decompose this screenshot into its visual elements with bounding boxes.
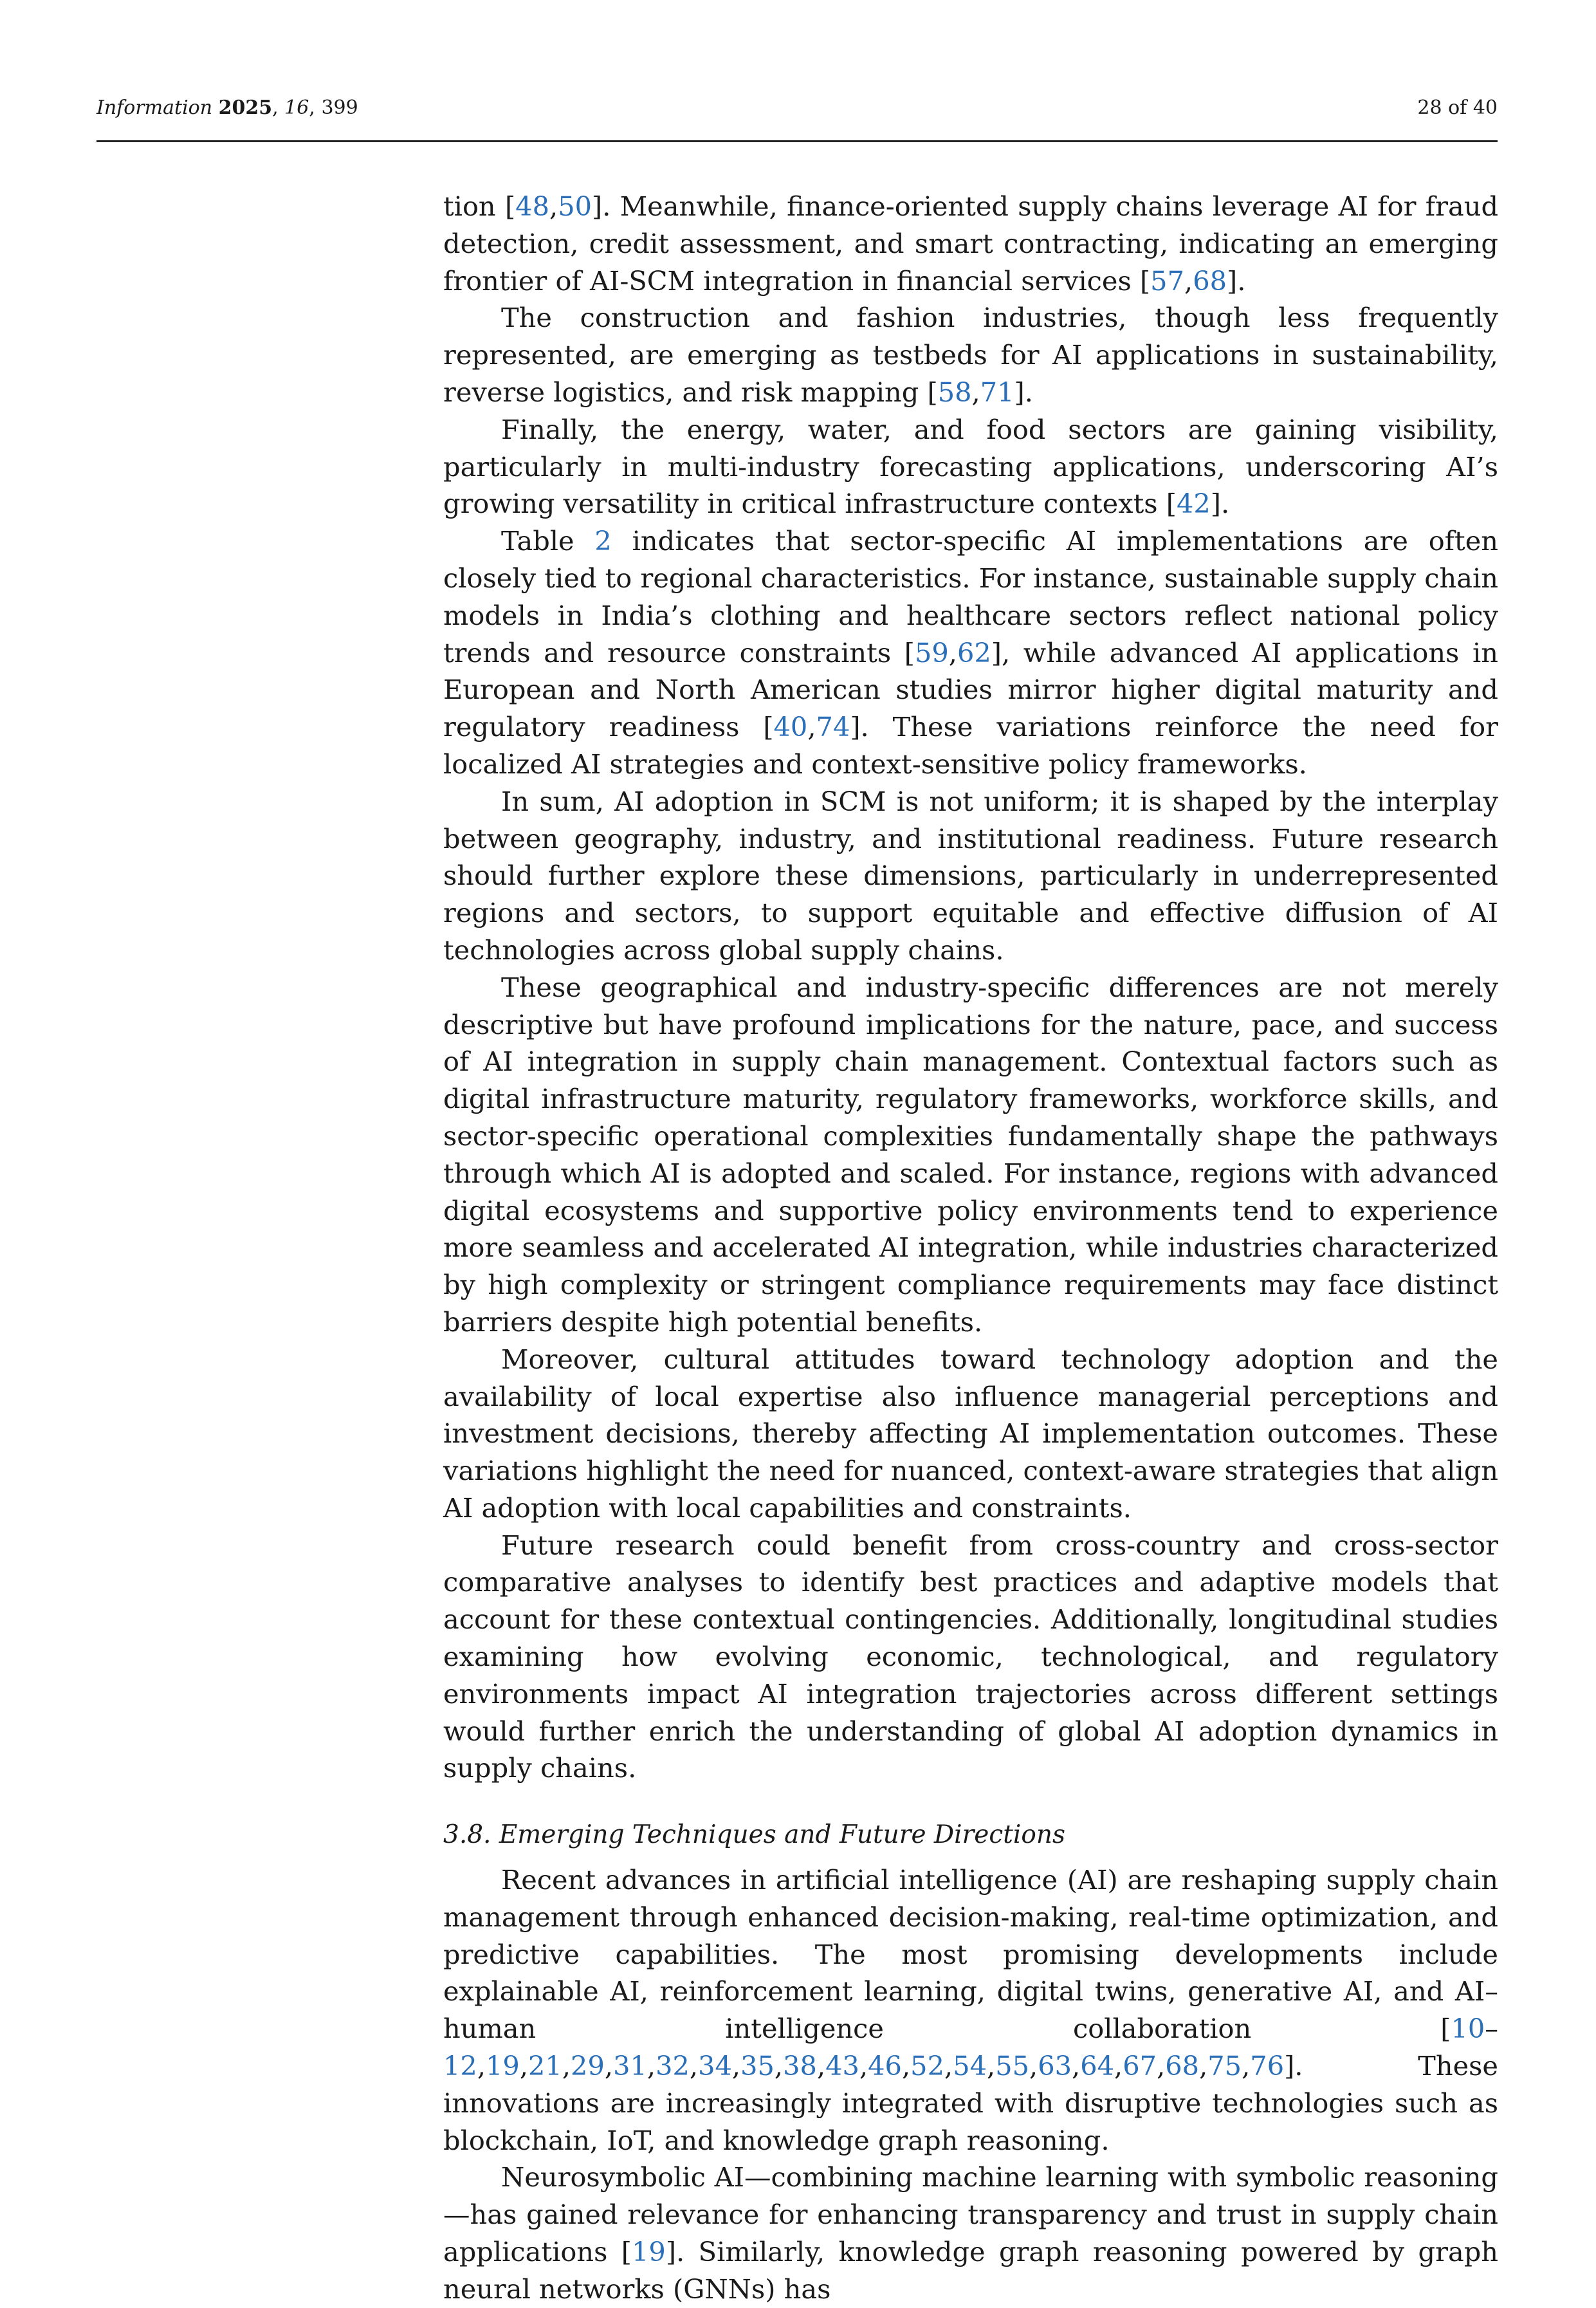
- paragraph-text: ].: [1210, 488, 1230, 520]
- paragraph: [443, 522, 1498, 783]
- paragraph-text: ,: [519, 2050, 529, 2082]
- citation-link[interactable]: 35: [740, 2050, 775, 2082]
- paragraph-text: ].: [1227, 264, 1246, 297]
- paragraph-text: tion [: [443, 190, 516, 222]
- citation-link[interactable]: 32: [656, 2050, 690, 2082]
- paragraph-text: ].: [1014, 376, 1033, 408]
- paragraph-text: ,: [944, 2050, 953, 2082]
- citation-link[interactable]: 55: [995, 2050, 1030, 2082]
- paragraph: [443, 2159, 1498, 2307]
- paragraph-text: ]. Meanwhile, finance-oriented supply chains leverage AI for fraud detection, credit assessment, and smart contracting, indicating an emerging frontier of AI-SCM integration in financial services [: [443, 190, 1499, 297]
- paragraph-text: ,: [549, 190, 558, 222]
- citation-link[interactable]: 76: [1250, 2050, 1285, 2082]
- citation-link[interactable]: 34: [698, 2050, 732, 2082]
- paragraph: [443, 188, 1498, 299]
- citation-link[interactable]: 46: [868, 2050, 902, 2082]
- paragraph-text: ,: [562, 2050, 571, 2082]
- paragraph-text: Finally, the energy, water, and food sectors are gaining visibility, particularly in multi-industry forecasting applications, underscoring AI’s growing versatility in critical infrastructure contexts [: [443, 413, 1498, 520]
- citation-link[interactable]: 67: [1123, 2050, 1157, 2082]
- paragraph-text: –: [1485, 2013, 1498, 2045]
- citation-link[interactable]: 59: [914, 636, 949, 669]
- citation-link[interactable]: 64: [1080, 2050, 1115, 2082]
- paragraph-text: Table: [501, 525, 595, 557]
- paragraph-text: ]. Similarly, knowledge graph reasoning powered by graph neural networks (GNNs) has: [443, 2236, 1498, 2305]
- citation-link[interactable]: 43: [825, 2050, 859, 2082]
- paragraph-text: Moreover, cultural attitudes toward technology adoption and the availability of local expertise also influence managerial perceptions and investment decisions, thereby affecting AI implementation outcomes. These variations highlight the need for nuanced, context-aware strategies that align AI adoption with local capabilities and constraints.: [443, 1343, 1498, 1524]
- paragraph-text: indicates that sector-specific AI implementations are often closely tied to regional characteristics. For instance, sustainable supply chain models in India’s clothing and healthcare sectors reflect national policy trends and resource constraints [: [443, 525, 1499, 669]
- paragraph-text: ,: [1242, 2050, 1251, 2082]
- paragraph-text: ,: [816, 2050, 826, 2082]
- paragraph: [443, 1527, 1498, 1787]
- citation-link[interactable]: 40: [773, 711, 808, 743]
- citation-link[interactable]: 48: [515, 190, 549, 222]
- paragraph-text: Neurosymbolic AI—combining machine learning with symbolic reasoning—has gained relevance for enhancing transparency and trust in supply chain applications [: [443, 2161, 1498, 2268]
- paragraph-text: ,: [604, 2050, 614, 2082]
- journal-year: 2025: [218, 97, 273, 119]
- paragraph-text: In sum, AI adoption in SCM is not uniform; it is shaped by the interplay between geography, industry, and institutional readiness. Future research should further explore these dimensions, particularly in underrepresented regions and sectors, to support equitable and effective diffusion of AI technologies across global supply chains.: [443, 785, 1498, 966]
- paragraph-text: ,: [1157, 2050, 1166, 2082]
- citation-link[interactable]: 12: [443, 2050, 477, 2082]
- paragraph-text: ]. These innovations are increasingly integrated with disruptive technologies such as blockchain, IoT, and knowledge graph reasoning.: [443, 2050, 1498, 2156]
- paragraph-text: ,: [1184, 264, 1193, 297]
- paragraph-text: ,: [689, 2050, 699, 2082]
- section-heading: 3.8. Emerging Techniques and Future Directions: [443, 1820, 1065, 1850]
- paragraph-text: ,: [987, 2050, 996, 2082]
- citation-link[interactable]: 38: [783, 2050, 817, 2082]
- citation-link[interactable]: 19: [632, 2236, 666, 2268]
- paragraph-text: ,: [948, 636, 957, 669]
- paragraph-text: ,: [477, 2050, 486, 2082]
- citation-link[interactable]: 50: [558, 190, 592, 222]
- paragraph-text: These geographical and industry-specific differences are not merely descriptive but have profound implications for the nature, pace, and success of AI integration in supply chain management. Contextual factors such as digital infrastructure maturity, regulatory frameworks, workforce skills, and sector-specific operational complexities fundamentally shape the pathways through which AI is adopted and scaled. For instance, regions with advanced digital ecosystems and supportive policy environments tend to experience more seamless and accelerated AI integration, while industries characterized by high complexity or stringent compliance requirements may face distinct barriers despite high potential benefits.: [443, 971, 1498, 1338]
- section-paragraphs: [443, 1861, 1498, 2308]
- paragraph: [443, 969, 1498, 1341]
- paragraph-text: ,: [1199, 2050, 1208, 2082]
- paragraph: [443, 1341, 1498, 1527]
- citation-link[interactable]: 57: [1150, 264, 1184, 297]
- paragraph-text: ,: [1072, 2050, 1081, 2082]
- citation-link[interactable]: 52: [910, 2050, 944, 2082]
- citation-link[interactable]: 21: [528, 2050, 562, 2082]
- body-paragraphs: [443, 188, 1498, 1787]
- journal-name: Information: [96, 97, 213, 119]
- paragraph-text: ,: [774, 2050, 784, 2082]
- citation-link[interactable]: 62: [957, 636, 991, 669]
- paragraph-text: ,: [807, 711, 816, 743]
- citation-link[interactable]: 75: [1207, 2050, 1242, 2082]
- citation-link[interactable]: 71: [980, 376, 1014, 408]
- citation-link[interactable]: 2: [594, 525, 612, 557]
- paragraph: [443, 299, 1498, 411]
- paragraph-text: ,: [1114, 2050, 1123, 2082]
- paragraph-text: Future research could benefit from cross-country and cross-sector comparative analyses to identify best practices and adaptive models that account for these contextual contingencies. Additionally, longitudinal studies examining how evolving economic, technological, and regulatory environments impact AI integration trajectories across different settings would further enrich the understanding of global AI adoption dynamics in supply chains.: [443, 1529, 1498, 1784]
- paragraph-text: ,: [1029, 2050, 1038, 2082]
- journal-volume: 16: [284, 97, 309, 119]
- citation-link[interactable]: 63: [1038, 2050, 1072, 2082]
- paragraph-text: ,: [901, 2050, 911, 2082]
- paragraph-text: ,: [859, 2050, 868, 2082]
- paragraph: [443, 1861, 1498, 2159]
- citation-link[interactable]: 31: [613, 2050, 647, 2082]
- journal-citation: Information 2025, 16, 399: [96, 97, 358, 119]
- citation-link[interactable]: 74: [816, 711, 850, 743]
- page-number: 28 of 40: [1417, 97, 1498, 119]
- paragraph-text: ,: [731, 2050, 741, 2082]
- paragraph-text: ]. These variations reinforce the need for localized AI strategies and context-sensitive policy frameworks.: [443, 711, 1498, 780]
- paragraph-text: ], while advanced AI applications in European and North American studies mirror higher digital maturity and regulatory readiness [: [443, 636, 1498, 743]
- citation-link[interactable]: 58: [937, 376, 972, 408]
- paragraph: [443, 411, 1498, 522]
- citation-link[interactable]: 19: [486, 2050, 520, 2082]
- paragraph-text: The construction and fashion industries, though less frequently represented, are emerging as testbeds for AI applications in sustainability, reverse logistics, and risk mapping [: [443, 302, 1498, 408]
- citation-link[interactable]: 68: [1193, 264, 1227, 297]
- article-number: 399: [321, 97, 358, 119]
- paragraph: [443, 783, 1498, 969]
- paragraph-text: Recent advances in artificial intelligence (AI) are reshaping supply chain management through enhanced decision-making, real-time optimization, and predictive capabilities. The most promising developments include explainable AI, reinforcement learning, digital twins, generative AI, and AI–human intelligence collaboration [: [443, 1864, 1498, 2045]
- citation-link[interactable]: 29: [571, 2050, 605, 2082]
- page-header: [96, 90, 1498, 142]
- citation-link[interactable]: 54: [953, 2050, 987, 2082]
- citation-link[interactable]: 68: [1165, 2050, 1200, 2082]
- paragraph-text: ,: [647, 2050, 656, 2082]
- paragraph-text: ,: [971, 376, 980, 408]
- citation-link[interactable]: 10: [1451, 2013, 1485, 2045]
- article-body: [443, 188, 1498, 2308]
- citation-link[interactable]: 42: [1176, 488, 1211, 520]
